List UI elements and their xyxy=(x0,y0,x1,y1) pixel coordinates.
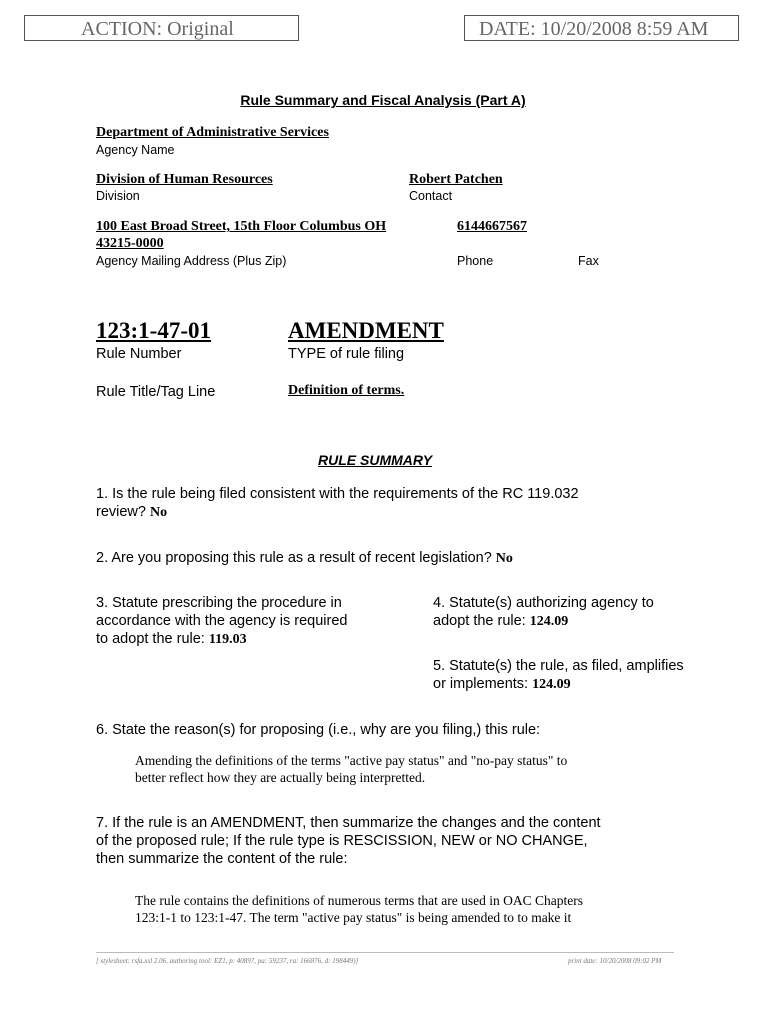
rule-number-value: 123:1-47-01 xyxy=(96,318,211,343)
filing-type-label: TYPE of rule filing xyxy=(288,346,405,362)
question-2-text: 2. Are you proposing this rule as a result of recent legislation? xyxy=(96,550,492,566)
question-3 xyxy=(96,594,347,649)
question-1-line-2: review? xyxy=(96,504,146,520)
question-6-answer xyxy=(135,752,567,786)
address-label: Agency Mailing Address (Plus Zip) xyxy=(96,254,287,268)
fax-label: Fax xyxy=(578,254,599,268)
question-7-answer-line-2: 123:1-1 to 123:1-47. The term "active pay status" is being amended to to make it xyxy=(135,910,572,925)
question-2-answer: No xyxy=(495,551,513,566)
question-5-line-2: or implements: xyxy=(433,676,529,692)
question-7-line-2: of the proposed rule; If the rule type is RESCISSION, NEW or NO CHANGE, xyxy=(96,833,588,849)
question-3-answer: 119.03 xyxy=(208,632,247,647)
phone-label: Phone xyxy=(457,254,494,268)
question-5-answer: 124.09 xyxy=(532,677,571,692)
date-label: DATE: 10/20/2008 8:59 AM xyxy=(479,18,709,40)
question-3-line-1: 3. Statute prescribing the procedure in xyxy=(96,595,342,611)
date-box xyxy=(464,15,739,41)
agency-name-value: Department of Administrative Services xyxy=(96,125,329,140)
division-label: Division xyxy=(96,189,140,203)
question-1-answer: No xyxy=(150,505,168,520)
contact-value: Robert Patchen xyxy=(409,172,503,187)
phone-value: 6144667567 xyxy=(457,219,527,234)
question-4-line-1: 4. Statute(s) authorizing agency to xyxy=(433,595,654,611)
address-line-2: 43215-0000 xyxy=(96,236,164,251)
question-5 xyxy=(433,657,684,694)
footer-divider xyxy=(96,952,674,953)
question-3-line-2: accordance with the agency is required xyxy=(96,613,348,629)
question-5-line-1: 5. Statute(s) the rule, as filed, amplifies xyxy=(433,658,684,674)
address-line-1: 100 East Broad Street, 15th Floor Columbus OH xyxy=(96,219,387,234)
question-4-line-2: adopt the rule: xyxy=(433,613,526,629)
footer-print-date: print date: 10/20/2008 09:02 PM xyxy=(568,957,662,965)
rule-summary-heading: RULE SUMMARY xyxy=(318,452,433,468)
question-7-line-3: then summarize the content of the rule: xyxy=(96,851,348,867)
question-7-answer xyxy=(135,892,583,926)
action-label: ACTION: Original xyxy=(81,18,234,40)
question-1-line-1: 1. Is the rule being filed consistent with the requirements of the RC 119.032 xyxy=(96,486,579,502)
question-6-text: 6. State the reason(s) for proposing (i.e., why are you filing,) this rule: xyxy=(96,722,541,738)
action-box xyxy=(24,15,299,41)
question-4 xyxy=(433,594,654,631)
agency-name-label: Agency Name xyxy=(96,143,175,157)
question-6-answer-line-1: Amending the definitions of the terms "active pay status" and "no-pay status" to xyxy=(135,753,568,768)
rule-number-label: Rule Number xyxy=(96,346,182,362)
rule-title-label: Rule Title/Tag Line xyxy=(96,384,216,400)
division-value: Division of Human Resources xyxy=(96,172,273,187)
question-6-answer-line-2: better reflect how they are actually being interpretted. xyxy=(135,770,426,785)
question-1 xyxy=(96,485,579,522)
question-4-answer: 124.09 xyxy=(529,614,569,629)
question-7-answer-line-1: The rule contains the definitions of numerous terms that are used in OAC Chapters xyxy=(135,893,584,908)
question-2 xyxy=(96,549,513,568)
contact-label: Contact xyxy=(409,189,453,203)
question-7-line-1: 7. If the rule is an AMENDMENT, then summarize the changes and the content xyxy=(96,815,601,831)
page-title: Rule Summary and Fiscal Analysis (Part A) xyxy=(240,92,526,108)
question-7 xyxy=(96,814,601,868)
footer-stylesheet-info: [ stylesheet: rsfa.xsl 2.06, authoring tool: EZ1, p: 40897, pa: 59237, ra: 166876, d: 198449)] xyxy=(96,957,359,965)
filing-type-value: AMENDMENT xyxy=(288,318,444,343)
rule-title-value: Definition of terms. xyxy=(288,383,405,398)
question-3-line-3: to adopt the rule: xyxy=(96,631,205,647)
